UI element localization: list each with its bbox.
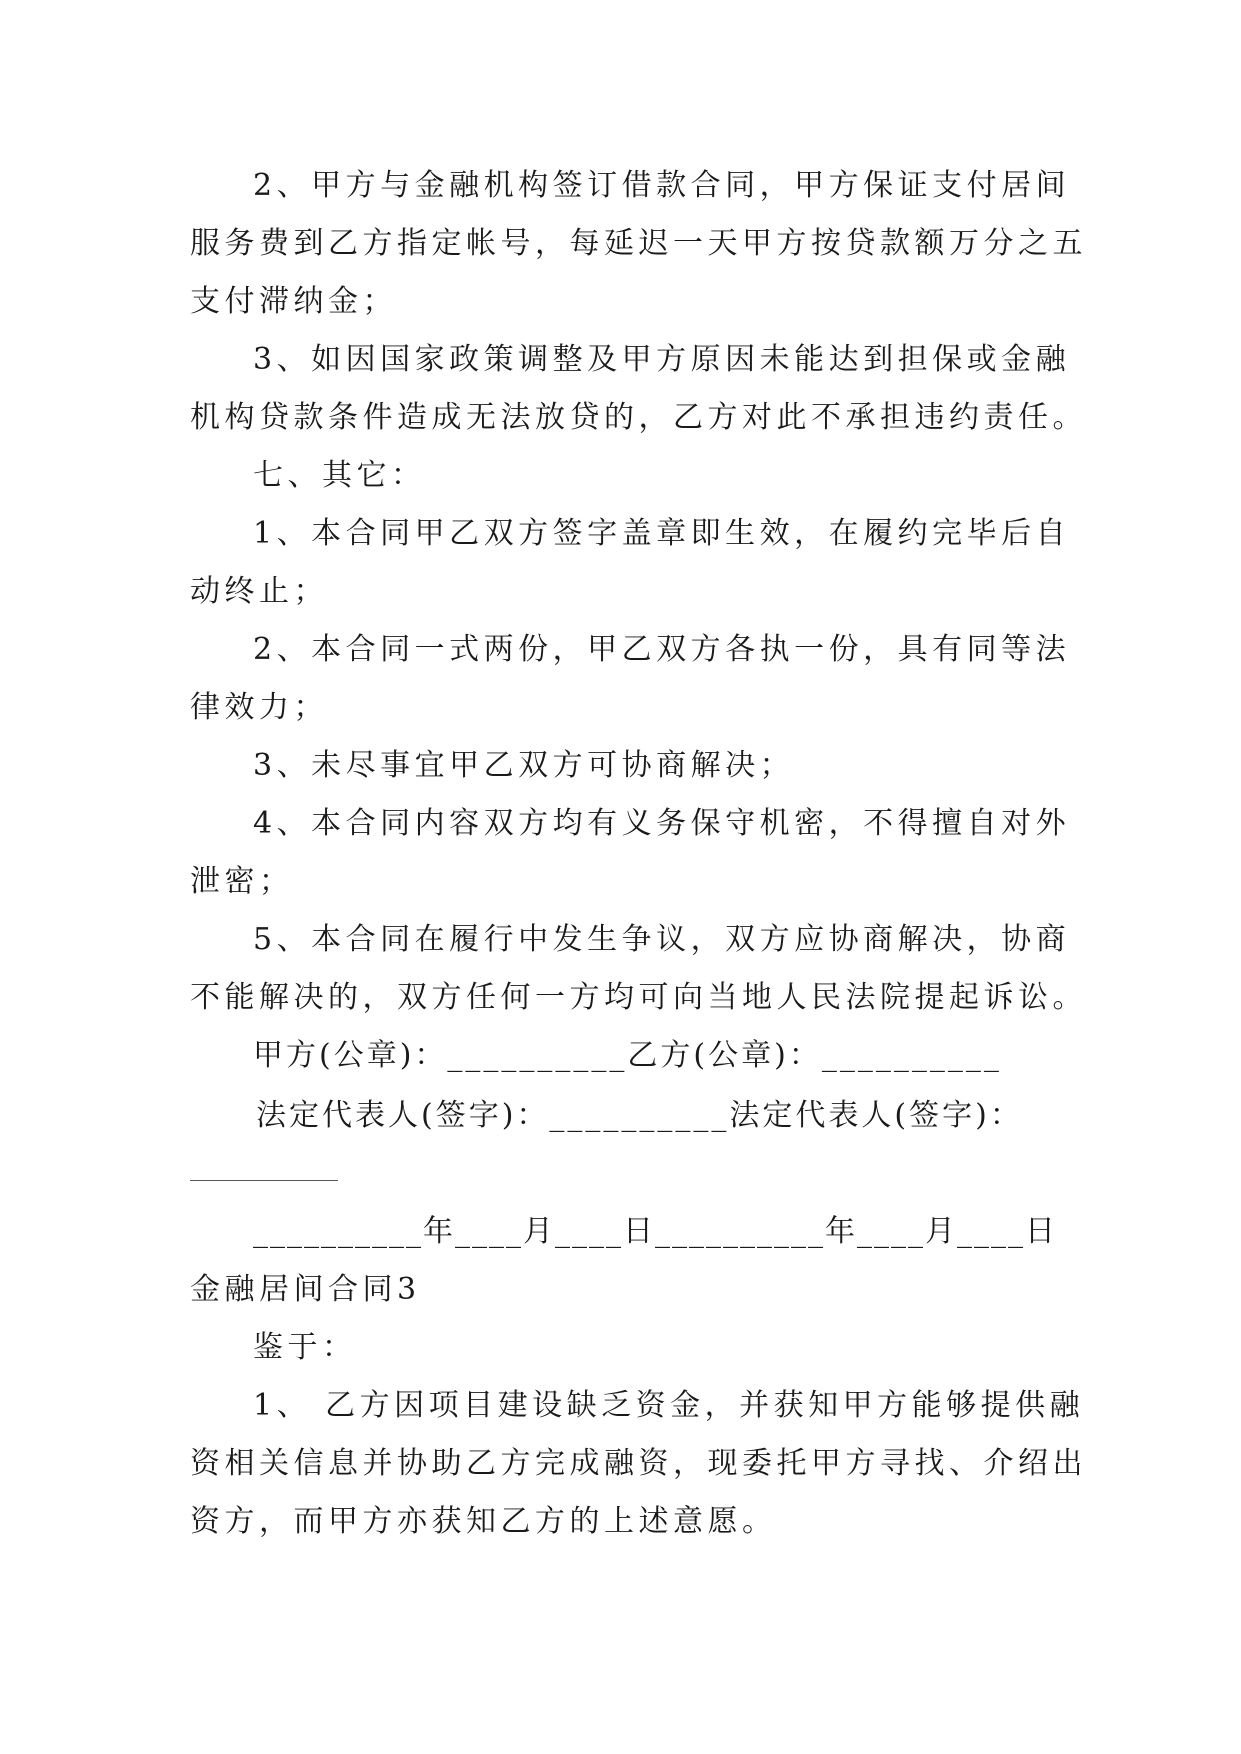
paragraph-line: 动终止； <box>190 574 328 609</box>
document-title: 金融居间合同3 <box>190 1272 421 1307</box>
paragraph-line: 资方，而甲方亦获知乙方的上述意愿。 <box>190 1504 777 1539</box>
paragraph-line: 泄密； <box>190 864 294 899</box>
paragraph-line: 律效力； <box>190 690 328 725</box>
paragraph-line: 2、甲方与金融机构签订借款合同，甲方保证支付居间 <box>253 168 1071 203</box>
paragraph-line: 支付滞纳金； <box>190 284 397 319</box>
paragraph-line: 3、未尽事宜甲乙双方可协商解决； <box>253 748 795 783</box>
signature-blank <box>190 1180 338 1181</box>
paragraph-line: 1、本合同甲乙双方签字盖章即生效，在履约完毕后自 <box>253 516 1071 551</box>
paragraph-line: 4、本合同内容双方均有义务保守机密，不得擅自对外 <box>253 806 1071 841</box>
paragraph-line: 服务费到乙方指定帐号，每延迟一天甲方按贷款额万分之五 <box>190 226 1087 261</box>
paragraph-line: 1、 乙方因项目建设缺乏资金，并获知甲方能够提供融 <box>253 1388 1085 1423</box>
seal-line: 甲方(公章)：__________乙方(公章)：__________ <box>253 1038 1002 1073</box>
representative-signature-line: 法定代表人(签字)：__________法定代表人(签字)： <box>256 1098 1023 1133</box>
paragraph-line: 不能解决的，双方任何一方均可向当地人民法院提起诉讼。 <box>190 980 1087 1015</box>
paragraph-line: 3、如因国家政策调整及甲方原因未能达到担保或金融 <box>253 342 1071 377</box>
date-line: __________年____月____日__________年____月____日 <box>253 1214 1057 1249</box>
paragraph-line: 鉴于： <box>253 1330 357 1365</box>
paragraph-line: 机构贷款条件造成无法放贷的，乙方对此不承担违约责任。 <box>190 400 1087 435</box>
paragraph-line: 资相关信息并协助乙方完成融资，现委托甲方寻找、介绍出 <box>190 1446 1087 1481</box>
section-heading: 七、其它： <box>253 458 426 493</box>
paragraph-line: 2、本合同一式两份，甲乙双方各执一份，具有同等法 <box>253 632 1071 667</box>
paragraph-line: 5、本合同在履行中发生争议，双方应协商解决，协商 <box>253 922 1071 957</box>
